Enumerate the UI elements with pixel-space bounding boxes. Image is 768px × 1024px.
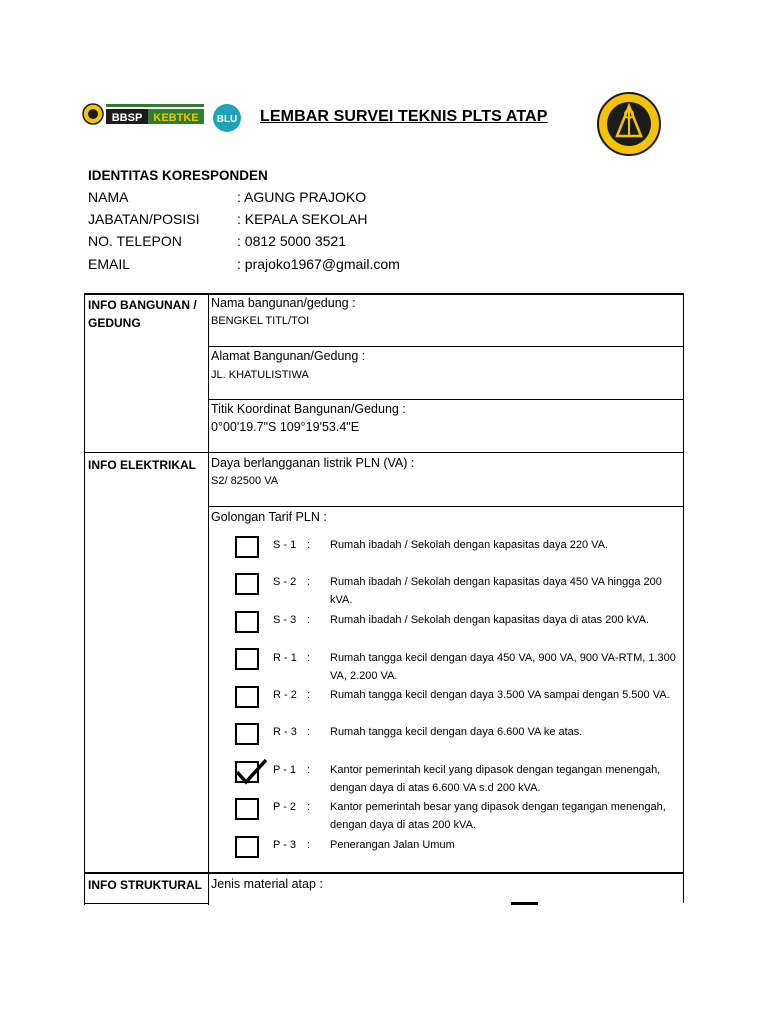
tariff-code: S - 1 xyxy=(273,539,297,551)
svg-text:KEBTKE: KEBTKE xyxy=(153,112,199,124)
tariff-colon: : xyxy=(307,839,311,851)
tariff-desc: Rumah tangga kecil dengan daya 6.600 VA ke atas. xyxy=(330,726,583,738)
tariff-colon: : xyxy=(307,576,311,588)
identity-label: NO. TELEPON xyxy=(88,233,182,249)
tariff-desc: Penerangan Jalan Umum xyxy=(330,839,455,851)
tariff-checkbox-p3[interactable] xyxy=(235,836,259,858)
tariff-desc: Rumah tangga kecil dengan daya 450 VA, 900 VA, 900 VA-RTM, 1.300 VA, 2.200 VA. xyxy=(330,652,676,682)
blu-logo xyxy=(211,103,243,133)
power-value: S2/ 82500 VA xyxy=(211,475,279,487)
identity-value: : prajoko1967@gmail.com xyxy=(237,256,400,272)
tariff-desc: Rumah tangga kecil dengan daya 3.500 VA sampai dengan 5.500 VA. xyxy=(330,689,670,701)
tariff-checkbox-s3[interactable] xyxy=(235,611,259,633)
tariff-title: Golongan Tarif PLN : xyxy=(211,510,327,524)
tariff-code: R - 3 xyxy=(273,726,297,738)
tariff-colon: : xyxy=(307,652,311,664)
identity-label: EMAIL xyxy=(88,256,131,272)
tariff-code: P - 2 xyxy=(273,801,297,813)
tariff-colon: : xyxy=(307,764,311,776)
tariff-colon: : xyxy=(307,801,311,813)
tariff-code: S - 2 xyxy=(273,576,297,588)
roof-material-title: Jenis material atap : xyxy=(211,877,323,891)
identity-value: : KEPALA SEKOLAH xyxy=(237,211,368,227)
identity-label: NAMA xyxy=(88,189,129,205)
building-coord-value: 0°00'19.7"S 109°19'53.4"E xyxy=(211,420,360,434)
electrical-info-label: INFO ELEKTRIKAL xyxy=(88,458,196,472)
page-cut-mark xyxy=(511,902,538,905)
tariff-checkbox-p2[interactable] xyxy=(235,798,259,820)
tariff-code: P - 1 xyxy=(273,764,297,776)
tariff-code: S - 3 xyxy=(273,614,297,626)
building-name-title: Nama bangunan/gedung : xyxy=(211,296,356,310)
structural-info-label: INFO STRUKTURAL xyxy=(88,878,202,892)
tariff-checkbox-r3[interactable] xyxy=(235,723,259,745)
tariff-colon: : xyxy=(307,539,311,551)
power-title: Daya berlangganan listrik PLN (VA) : xyxy=(211,456,415,470)
bbsp-kebtke-logo xyxy=(82,101,204,127)
tariff-colon: : xyxy=(307,689,311,701)
tariff-desc: Rumah ibadah / Sekolah dengan kapasitas daya 220 VA. xyxy=(330,539,609,551)
tariff-checkbox-s2[interactable] xyxy=(235,573,259,595)
tariff-colon: : xyxy=(307,614,311,626)
tariff-desc: Kantor pemerintah kecil yang dipasok dengan tegangan menengah, dengan daya di atas 6.600 VA s.d 200 kVA. xyxy=(330,764,661,794)
page-title: LEMBAR SURVEI TEKNIS PLTS ATAP xyxy=(260,108,548,125)
tariff-desc: Kantor pemerintah besar yang dipasok dengan tegangan menengah, dengan daya di atas 200 kVA. xyxy=(330,801,666,831)
tariff-checkbox-s1[interactable] xyxy=(235,536,259,558)
building-address-value: JL. KHATULISTIWA xyxy=(211,369,309,381)
building-address-title: Alamat Bangunan/Gedung : xyxy=(211,349,366,363)
tariff-desc: Rumah ibadah / Sekolah dengan kapasitas daya di atas 200 kVA. xyxy=(330,614,650,626)
identity-value: : AGUNG PRAJOKO xyxy=(237,189,367,205)
building-name-value: BENGKEL TITL/TOI xyxy=(211,315,310,327)
tariff-code: R - 2 xyxy=(273,689,297,701)
identity-label: JABATAN/POSISI xyxy=(88,211,200,227)
tariff-code: P - 3 xyxy=(273,839,297,851)
esdm-emblem-logo xyxy=(597,92,661,156)
building-info-label: INFO BANGUNAN / GEDUNG xyxy=(88,298,197,330)
svg-text:BBSP: BBSP xyxy=(111,112,143,124)
identity-value: : 0812 5000 3521 xyxy=(237,233,346,249)
building-coord-title: Titik Koordinat Bangunan/Gedung : xyxy=(211,402,406,416)
tariff-colon: : xyxy=(307,726,311,738)
tariff-checkbox-r2[interactable] xyxy=(235,686,259,708)
checkmark-icon xyxy=(232,758,270,788)
tariff-code: R - 1 xyxy=(273,652,297,664)
tariff-checkbox-r1[interactable] xyxy=(235,648,259,670)
identity-heading: IDENTITAS KORESPONDEN xyxy=(88,168,268,183)
tariff-desc: Rumah ibadah / Sekolah dengan kapasitas daya 450 VA hingga 200 kVA. xyxy=(330,576,662,606)
svg-text:BLU: BLU xyxy=(216,114,238,125)
